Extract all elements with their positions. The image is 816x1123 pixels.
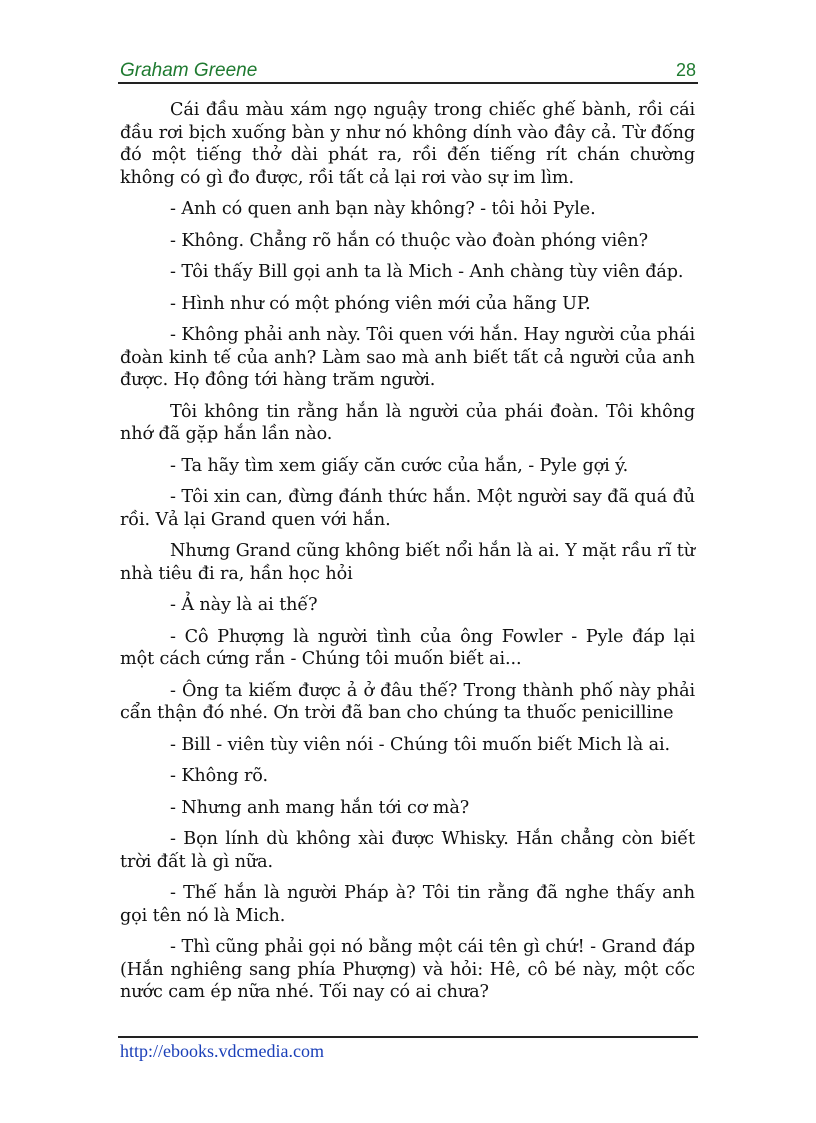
- paragraph: - Nhưng anh mang hắn tới cơ mà?: [170, 797, 470, 818]
- paragraph: - Hình như có một phóng viên mới của hãng UP.: [170, 293, 591, 314]
- paragraph: - Cô Phượng là người tình của ông Fowler - Pyle đáp lại một cách cứng rắn - Chúng tôi muốn biết ai...: [120, 626, 695, 669]
- paragraph: Tôi không tin rằng hắn là người của phái đoàn. Tôi không nhớ đã gặp hắn lần nào.: [120, 401, 695, 444]
- paragraph: - Ông ta kiếm được ả ở đâu thế? Trong thành phố này phải cẩn thận đó nhé. Ơn trời đã ban cho chúng ta thuốc penicilline: [120, 680, 695, 723]
- page-body: [120, 99, 695, 1013]
- paragraph: - Bọn lính dù không xài được Whisky. Hắn chẳng còn biết trời đất là gì nữa.: [120, 829, 695, 872]
- book-author: Graham Greene: [120, 60, 258, 81]
- footer-link[interactable]: http://ebooks.vdcmedia.com: [120, 1041, 324, 1061]
- page-header: [118, 60, 698, 84]
- paragraph: - Anh có quen anh bạn này không? - tôi hỏi Pyle.: [170, 199, 596, 219]
- page-number: 28: [675, 60, 696, 80]
- paragraph: - Thì cũng phải gọi nó bằng một cái tên gì chứ! - Grand đáp (Hắn nghiêng sang phía Phượng) và hỏi: Hê, cô bé này, một cốc nước cam ép nữa nhé. Tối nay có ai chưa?: [120, 937, 695, 1002]
- paragraph: - Ả này là ai thế?: [170, 595, 318, 615]
- footer-divider: [118, 1036, 698, 1038]
- paragraph: - Ta hãy tìm xem giấy căn cước của hắn, - Pyle gợi ý.: [170, 455, 629, 476]
- paragraph: - Tôi thấy Bill gọi anh ta là Mich - Anh chàng tùy viên đáp.: [170, 262, 684, 282]
- paragraph: - Tôi xin can, đừng đánh thức hắn. Một người say đã quá đủ rồi. Vả lại Grand quen với hắn.: [120, 487, 695, 530]
- paragraph: - Không rõ.: [170, 766, 268, 786]
- paragraph: - Không. Chẳng rõ hắn có thuộc vào đoàn phóng viên?: [170, 230, 648, 251]
- paragraph: - Bill - viên tùy viên nói - Chúng tôi muốn biết Mich là ai.: [170, 734, 671, 755]
- paragraph: Cái đầu màu xám ngọ nguậy trong chiếc ghế bành, rồi cái đầu rơi bịch xuống bàn y như nó không dính vào đây cả. Từ đống đó một tiếng thở dài phát ra, rồi đến tiếng rít chán chường không có gì đo được, rồi tất cả lại rơi vào sự im lìm.: [120, 100, 695, 188]
- paragraph: - Không phải anh này. Tôi quen với hắn. Hay người của phái đoàn kinh tế của anh? Làm sao mà anh biết tất cả người của anh được. Họ đông tới hàng trăm người.: [120, 325, 695, 390]
- paragraph: - Thế hắn là người Pháp à? Tôi tin rằng đã nghe thấy anh gọi tên nó là Mich.: [120, 883, 695, 926]
- paragraph: Nhưng Grand cũng không biết nổi hắn là ai. Y mặt rầu rĩ từ nhà tiêu đi ra, hần học hỏi: [120, 541, 695, 584]
